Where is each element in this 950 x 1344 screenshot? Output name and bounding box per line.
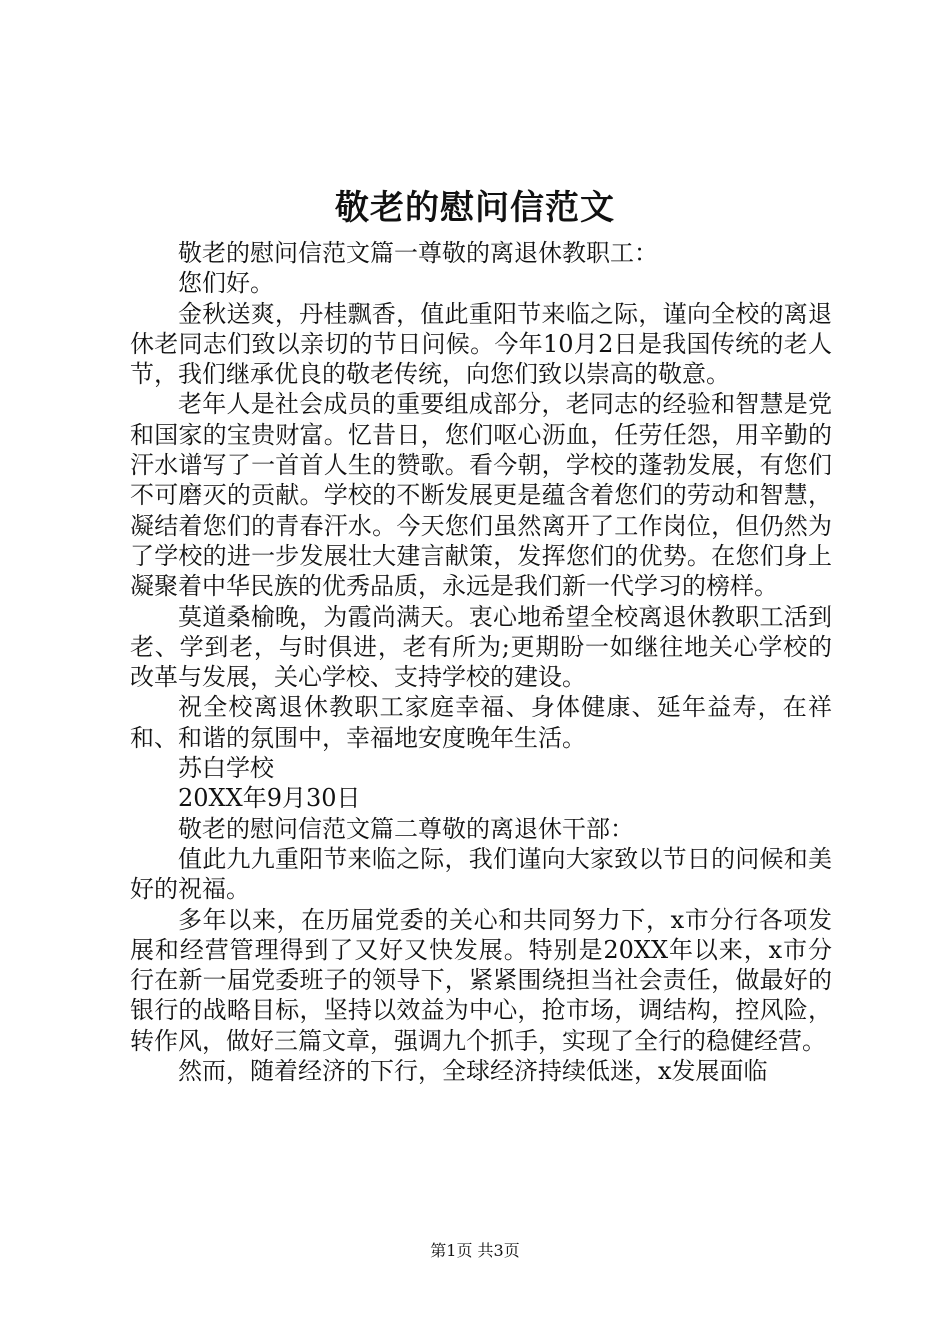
paragraph: 祝全校离退休教职工家庭幸福、身体健康、延年益寿，在祥和、和谐的氛围中，幸福地安度晚年生活。 [130,693,832,752]
paragraph: 莫道桑榆晚，为霞尚满天。衷心地希望全校离退休教职工活到老、学到老，与时俱进，老有所为;更期盼一如继往地关心学校的改革与发展，关心学校、支持学校的建设。 [130,602,832,692]
date: 20XX年9月30日 [178,784,361,813]
paragraph: 金秋送爽，丹桂飘香，值此重阳节来临之际，谨向全校的离退休老同志们致以亲切的节日问候。今年10月2日是我国传统的老人节，我们继承优良的敬老传统，向您们致以崇高的敬意。 [130,299,832,389]
signature: 苏白学校 [178,754,274,783]
paragraph: 然而，随着经济的下行，全球经济持续低迷，x发展面临 [178,1057,768,1086]
paragraph: 老年人是社会成员的重要组成部分，老同志的经验和智慧是党和国家的宝贵财富。忆昔日，您们呕心沥血，任劳任怨，用辛勤的汗水谱写了一首首人生的赞歌。看今朝，学校的蓬勃发展，有您们不可磨灭的贡献。学校的不断发展更是蕴含着您们的劳动和智慧，凝结着您们的青春汗水。今天您们虽然离开了工作岗位，但仍然为了学校的进一步发展壮大建言献策，发挥您们的优势。在您们身上凝聚着中华民族的优秀品质，永远是我们新一代学习的榜样。 [130,390,832,601]
page-footer: 第1页 共3页 [430,1241,520,1260]
paragraph: 敬老的慰问信范文篇一尊敬的离退休教职工： [178,239,658,267]
document-title: 敬老的慰问信范文 [335,188,615,228]
paragraph: 多年以来，在历届党委的关心和共同努力下，x市分行各项发展和经营管理得到了又好又快发展。特别是20XX年以来，x市分行在新一届党委班子的领导下，紧紧围绕担当社会责任，做最好的银行的战略目标，坚持以效益为中心，抢市场，调结构，控风险，转作风，做好三篇文章，强调九个抓手，实现了全行的稳健经营。 [130,905,832,1055]
paragraph: 值此九九重阳节来临之际，我们谨向大家致以节日的问候和美好的祝福。 [130,844,832,904]
document-body [130,238,832,1086]
paragraph: 您们好。 [178,269,274,298]
paragraph: 敬老的慰问信范文篇二尊敬的离退休干部： [178,814,634,843]
